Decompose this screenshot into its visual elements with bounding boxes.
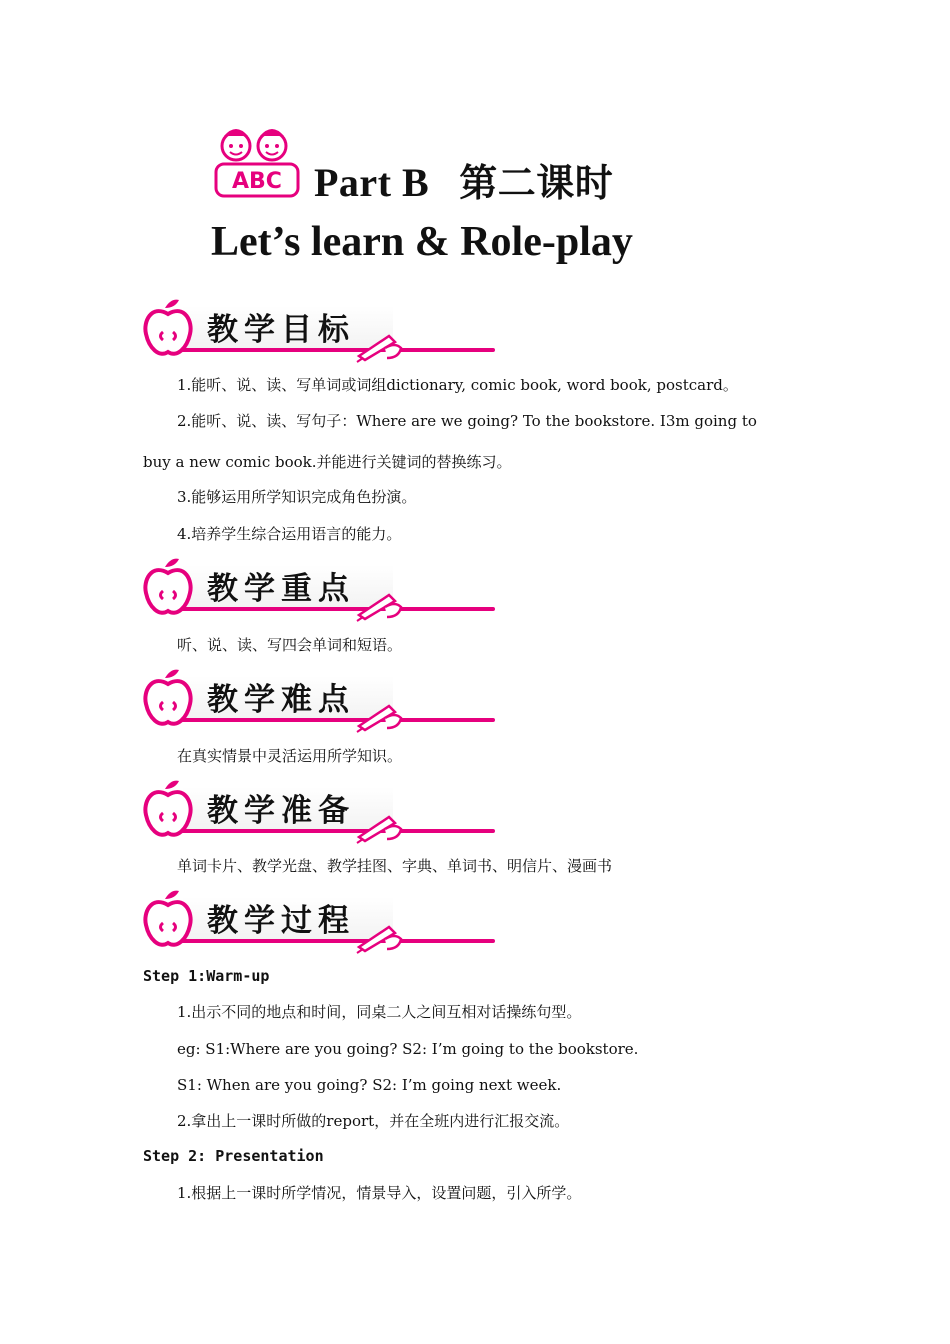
section-heading-difficulties: 教学难点	[207, 682, 355, 718]
page-title	[314, 152, 613, 207]
apple-icon	[143, 298, 193, 360]
apple-icon	[143, 668, 193, 730]
step1-item-3: S1: When are you going? S2: I’m going next week.	[177, 1076, 562, 1094]
difficulties-text: 在真实情景中灵活运用所学知识。	[177, 747, 403, 765]
pen-hand-icon	[355, 809, 407, 845]
apple-icon	[143, 889, 193, 951]
logo-letters: ABC	[232, 169, 282, 194]
pen-hand-icon	[355, 587, 407, 623]
section-banner-key-points	[143, 557, 403, 627]
step2-title: Step 2: Presentation	[143, 1147, 324, 1165]
page-subtitle: Let’s learn & Role-play	[211, 219, 633, 265]
section-heading-process: 教学过程	[207, 903, 355, 939]
step1-item-1: 1.出示不同的地点和时间，同桌二人之间互相对话操练句型。	[177, 1003, 582, 1021]
objective-2-cont: buy a new comic book.并能进行关键词的替换练习。	[143, 453, 512, 471]
section-heading-objectives: 教学目标	[207, 312, 355, 348]
section-banner-difficulties	[143, 668, 403, 738]
section-banner-objectives	[143, 298, 403, 368]
section-heading-key-points: 教学重点	[207, 571, 355, 607]
section-banner-process	[143, 889, 403, 959]
pen-hand-icon	[355, 328, 407, 364]
pen-hand-icon	[355, 919, 407, 955]
step2-item-1: 1.根据上一课时所学情况，情景导入，设置问题，引入所学。	[177, 1184, 582, 1202]
step1-item-4: 2.拿出上一课时所做的report，并在全班内进行汇报交流。	[177, 1112, 570, 1130]
objective-2: 2.能听、说、读、写句子：Where are we going? To the bookstore. I3m going to	[177, 412, 757, 430]
objective-4: 4.培养学生综合运用语言的能力。	[177, 525, 402, 543]
apple-icon	[143, 779, 193, 841]
section-banner-preparation	[143, 779, 403, 849]
preparation-text: 单词卡片、教学光盘、教学挂图、字典、单词书、明信片、漫画书	[177, 857, 613, 875]
objective-1: 1.能听、说、读、写单词或词组dictionary, comic book, word book, postcard。	[177, 376, 738, 394]
objective-3: 3.能够运用所学知识完成角色扮演。	[177, 488, 417, 506]
apple-icon	[143, 557, 193, 619]
cartoon-kids-abc-icon	[214, 124, 300, 198]
step1-title: Step 1:Warm-up	[143, 967, 270, 985]
section-heading-preparation: 教学准备	[207, 793, 355, 829]
title-part-cn: 第二课时	[459, 161, 614, 205]
step1-item-2: eg: S1:Where are you going? S2: I’m going to the bookstore.	[177, 1040, 639, 1058]
pen-hand-icon	[355, 698, 407, 734]
key-points-text: 听、说、读、写四会单词和短语。	[177, 636, 403, 654]
title-part-en: Part B	[314, 160, 430, 205]
